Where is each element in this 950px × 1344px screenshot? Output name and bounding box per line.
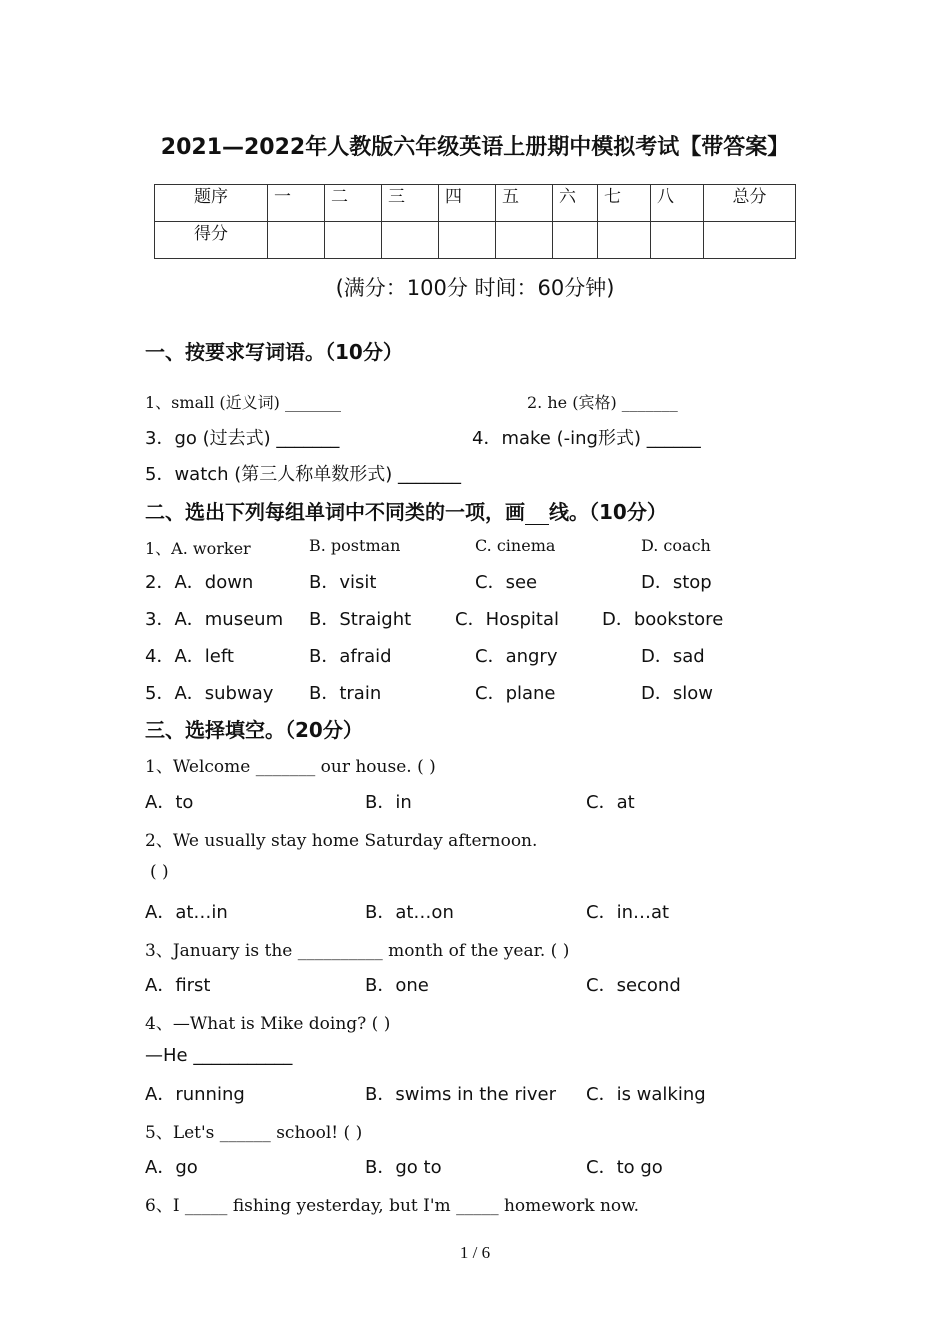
score-input-cell xyxy=(651,222,704,259)
table-cell: 总分 xyxy=(704,185,796,222)
question: 1、Welcome _______ our house. ( ) xyxy=(145,757,436,777)
option: D. coach xyxy=(641,536,711,555)
question: 1、small (近义词) _______ xyxy=(145,393,341,412)
table-cell: 八 xyxy=(651,185,704,222)
option: 2．A．down xyxy=(145,572,254,593)
score-input-cell xyxy=(704,222,796,259)
question: 5、Let's ______ school! ( ) xyxy=(145,1123,363,1143)
table-cell: 七 xyxy=(598,185,651,222)
option: 5．A．subway xyxy=(145,683,274,704)
exam-info: (满分：100分 时间：60分钟) xyxy=(335,276,615,300)
option: C．plane xyxy=(475,683,556,704)
table-row xyxy=(155,185,796,222)
table-cell: 一 xyxy=(268,185,325,222)
table-cell: 五 xyxy=(496,185,553,222)
option: C．is walking xyxy=(586,1084,706,1105)
option: B．in xyxy=(365,792,412,813)
option: D．bookstore xyxy=(602,609,724,630)
heading-text: 线。（10分） xyxy=(549,500,667,524)
score-table xyxy=(154,184,796,259)
option: 3．A．museum xyxy=(145,609,284,630)
table-cell: 题序 xyxy=(155,185,268,222)
page-number: 1 / 6 xyxy=(459,1243,491,1262)
option: C．in…at xyxy=(586,902,670,923)
table-row xyxy=(155,222,796,259)
option: D．sad xyxy=(641,646,705,667)
option: C．at xyxy=(586,792,635,813)
question: 4、—What is Mike doing? ( ) xyxy=(145,1014,391,1034)
option: B．at…on xyxy=(365,902,454,923)
option: C. cinema xyxy=(475,536,556,555)
option: A．running xyxy=(145,1084,245,1105)
score-input-cell xyxy=(325,222,382,259)
score-input-cell xyxy=(268,222,325,259)
option: C．Hospital xyxy=(455,609,560,630)
option: B. postman xyxy=(309,536,401,555)
question-line: —He ___________ xyxy=(145,1045,293,1066)
table-cell: 得分 xyxy=(155,222,268,259)
question: 3．go (过去式) _______ xyxy=(145,428,340,449)
option: D．slow xyxy=(641,683,713,704)
question: 2. he (宾格) _______ xyxy=(527,393,678,412)
answer-paren: ( ) xyxy=(150,862,169,882)
underline-blank xyxy=(525,500,549,525)
option: B．swims in the river xyxy=(365,1084,557,1105)
option: 1、A. worker xyxy=(145,539,251,558)
section-heading: 三、选择填空。（20分） xyxy=(145,718,363,742)
table-cell: 二 xyxy=(325,185,382,222)
heading-text: 二、选出下列每组单词中不同类的一项，画 xyxy=(145,500,525,524)
table-cell: 六 xyxy=(553,185,598,222)
option: C．angry xyxy=(475,646,558,667)
question: 2、We usually stay home Saturday afternoon. xyxy=(145,831,538,851)
option: A．go xyxy=(145,1157,198,1178)
score-input-cell xyxy=(439,222,496,259)
section-heading xyxy=(145,496,667,525)
section-heading: 一、按要求写词语。（10分） xyxy=(145,340,403,364)
option: A．at…in xyxy=(145,902,228,923)
option: C．see xyxy=(475,572,538,593)
option: A．first xyxy=(145,975,211,996)
option: A．to xyxy=(145,792,194,813)
question: 5．watch (第三人称单数形式) _______ xyxy=(145,464,462,485)
option: C．to go xyxy=(586,1157,663,1178)
option: B．Straight xyxy=(309,609,412,630)
question: 6、I _____ fishing yesterday, but I'm _____ homework now. xyxy=(145,1196,640,1216)
option: B．train xyxy=(309,683,382,704)
option: 4．A．left xyxy=(145,646,234,667)
option: C．second xyxy=(586,975,681,996)
page-title: 2021—2022年人教版六年级英语上册期中模拟考试【带答案】 xyxy=(160,135,790,160)
question: 4．make (-ing形式) ______ xyxy=(472,428,701,449)
score-input-cell xyxy=(598,222,651,259)
option: D．stop xyxy=(641,572,712,593)
score-input-cell xyxy=(553,222,598,259)
table-cell: 三 xyxy=(382,185,439,222)
table-cell: 四 xyxy=(439,185,496,222)
option: B．one xyxy=(365,975,429,996)
score-input-cell xyxy=(496,222,553,259)
option: B．visit xyxy=(309,572,377,593)
score-input-cell xyxy=(382,222,439,259)
option: B．go to xyxy=(365,1157,442,1178)
option: B．afraid xyxy=(309,646,392,667)
question: 3、January is the __________ month of the year. ( ) xyxy=(145,941,570,961)
